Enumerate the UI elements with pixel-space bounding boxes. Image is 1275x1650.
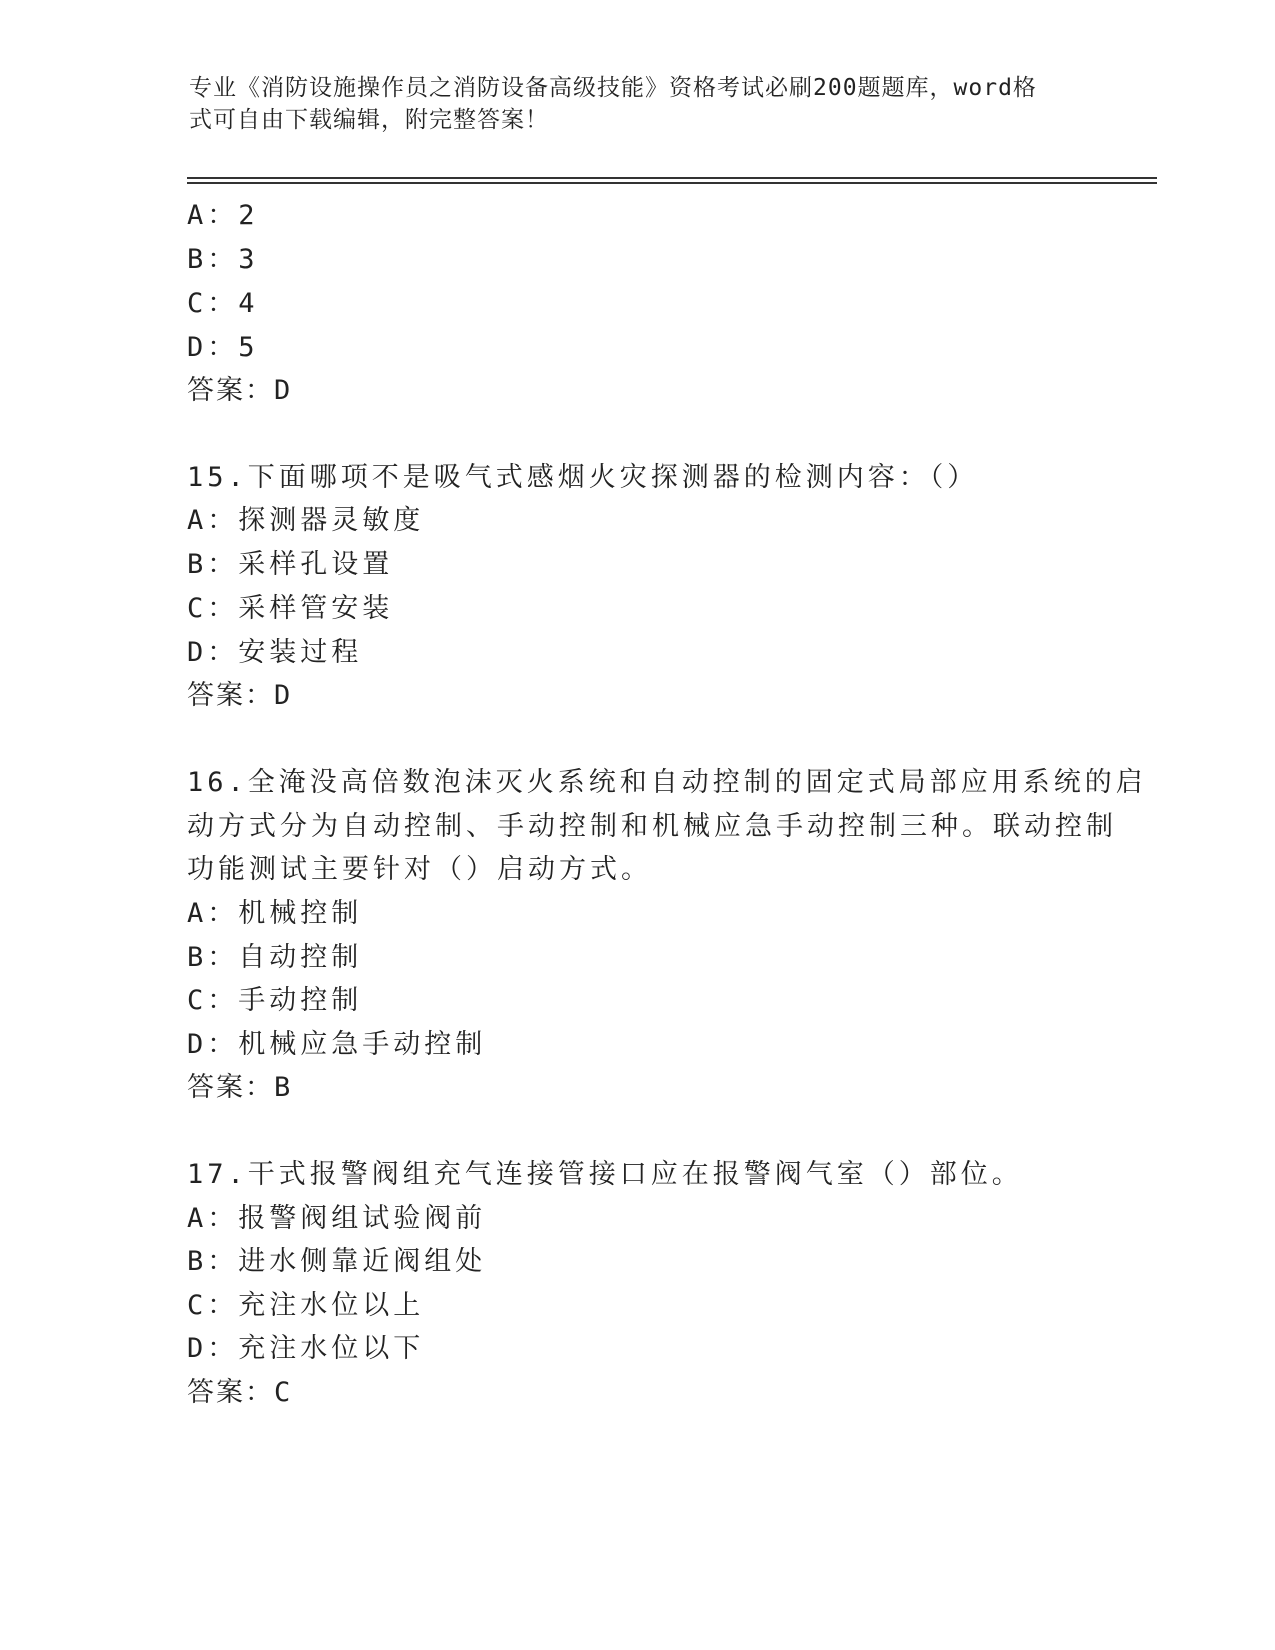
q17-option-c: C：充注水位以上 bbox=[187, 1290, 425, 1321]
q16-stem-line-3: 功能测试主要针对（）启动方式。 bbox=[187, 854, 652, 885]
q17-stem: 17.干式报警阀组充气连接管接口应在报警阀气室（）部位。 bbox=[187, 1159, 1023, 1190]
q16-answer: 答案：B bbox=[187, 1072, 293, 1103]
q14-option-c: C：4 bbox=[187, 288, 259, 319]
q15-option-c: C：采样管安装 bbox=[187, 593, 394, 624]
q16-option-a: A：机械控制 bbox=[187, 898, 363, 929]
document-header bbox=[189, 72, 1089, 136]
q16-option-b: B：自动控制 bbox=[187, 942, 363, 973]
q16-option-d: D：机械应急手动控制 bbox=[187, 1029, 487, 1060]
q16-stem-line-2: 动方式分为自动控制、手动控制和机械应急手动控制三种。联动控制 bbox=[187, 811, 1117, 842]
q14-option-d: D：5 bbox=[187, 332, 259, 363]
q15-option-a: A：探测器灵敏度 bbox=[187, 505, 425, 536]
q17-option-d: D：充注水位以下 bbox=[187, 1333, 425, 1364]
q17-answer: 答案：C bbox=[187, 1377, 293, 1408]
q14-option-b: B：3 bbox=[187, 244, 259, 275]
header-line-2: 式可自由下载编辑，附完整答案！ bbox=[189, 107, 549, 133]
q17-option-b: B：进水侧靠近阀组处 bbox=[187, 1246, 487, 1277]
q15-answer: 答案：D bbox=[187, 680, 293, 711]
q16-option-c: C：手动控制 bbox=[187, 985, 363, 1016]
header-line-1: 专业《消防设施操作员之消防设备高级技能》资格考试必刷200题题库，word格 bbox=[189, 75, 1037, 101]
header-divider bbox=[187, 177, 1157, 179]
q15-stem: 15.下面哪项不是吸气式感烟火灾探测器的检测内容：（） bbox=[187, 462, 979, 493]
q15-option-b: B：采样孔设置 bbox=[187, 549, 394, 580]
q15-option-d: D：安装过程 bbox=[187, 637, 363, 668]
q17-option-a: A：报警阀组试验阀前 bbox=[187, 1203, 487, 1234]
q16-stem-line-1: 16.全淹没高倍数泡沫灭火系统和自动控制的固定式局部应用系统的启 bbox=[187, 767, 1147, 798]
header-divider-thin bbox=[187, 182, 1157, 184]
q14-answer: 答案：D bbox=[187, 375, 293, 406]
q14-option-a: A：2 bbox=[187, 200, 259, 231]
